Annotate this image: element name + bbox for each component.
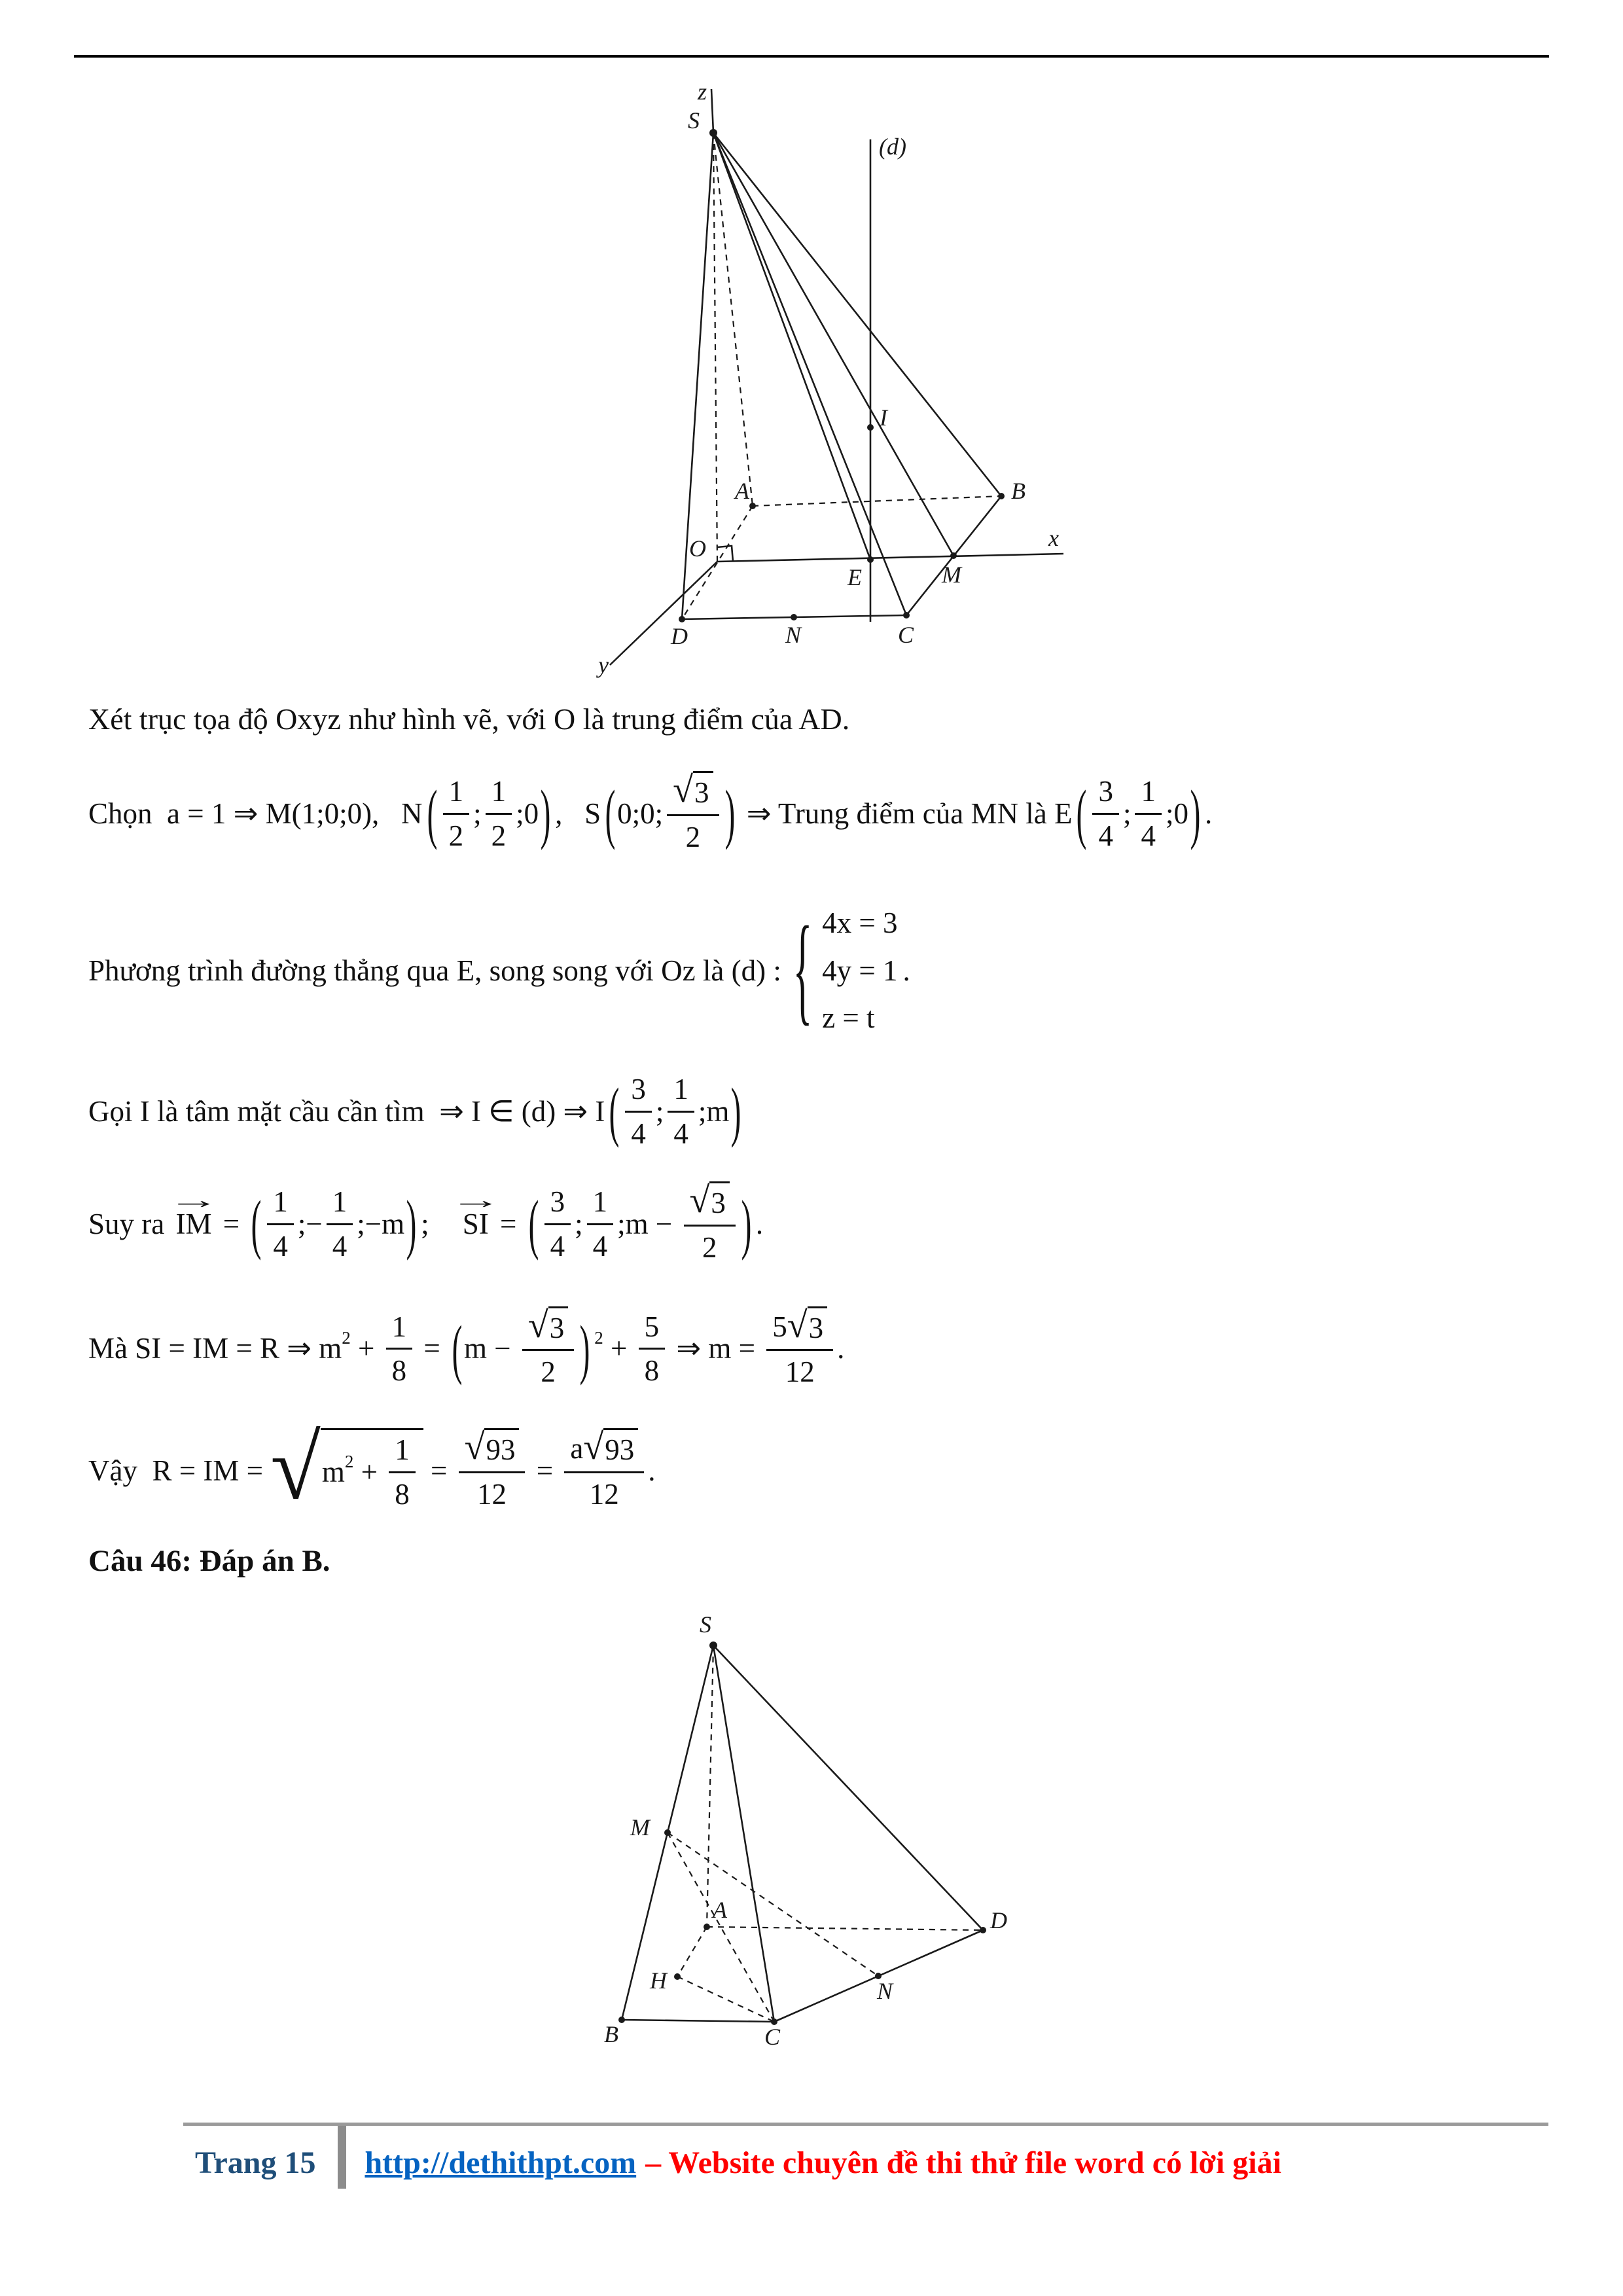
fig1-label-z: z [697,79,707,105]
fig2-label-A: A [713,1897,727,1923]
math-line-phuong-trinh: Phương trình đường thẳng qua E, song song với Oz là (d) : { 4x = 3 4y = 1 z = t . [88,903,910,1038]
figure-tetrahedron-cau46 [556,1605,1014,2056]
fig1-label-C: C [897,622,914,648]
footer-divider [338,2126,346,2189]
math-line-vay: Vậy R = IM = √ m 2 + $\frac{1}{8}$ = √ 93 12 = a √ 93 12 . [88,1418,656,1519]
fig2-label-H: H [650,1967,667,1994]
fig1-label-S: S [688,107,700,134]
fig2-point-dots [618,1641,986,2025]
fig2-label-M: M [630,1814,650,1840]
fig2-label-C: C [764,2024,781,2050]
math-line-suy-ra: Suy ra → IM = ( $\frac{1}{4}$ ;− $\frac{1}{4}$ ;−m ) ; → SI = ( $\frac{3}{4}$ ; $\frac{1}{4}$ ;m − √ 3 2 ) . [88,1179,764,1264]
fig1-label-A: A [735,478,749,504]
fig2-label-S: S [700,1611,711,1638]
fig2-label-N: N [876,1978,893,2004]
fig2-label-B: B [604,2021,618,2047]
math-line-chon: Chọn a = 1 ⇒ M(1;0;0), N ( $\frac{1}{2}$ ; $\frac{1}{2}$ ;0 ) , S ( 0;0; √ 3 2 ) ⇒ Trung điểm của MN là E ( $\frac{3}{4}$ ; $\frac{1}{4}$ ;0 ) . [88,769,1213,853]
top-rule [74,55,1549,58]
footer-site-link[interactable]: http://dethithpt.com [365,2145,637,2180]
fig1-label-D: D [671,623,688,649]
paragraph-intro: Xét trục tọa độ Oxyz như hình vẽ, với O là trung điểm của AD. [88,702,850,736]
heading-cau-46: Câu 46: Đáp án B. [88,1544,330,1578]
fig1-labels [596,79,1059,678]
fig2-solid-lines [622,1645,983,2022]
fig1-label-d: (d) [879,134,906,160]
figure-pyramid-oxyz [576,77,1073,679]
fig1-label-O: O [689,535,706,562]
footer-page-number: Trang 15 [195,2145,316,2180]
fig2-labels [604,1611,1007,2050]
fig1-label-y: y [598,652,609,678]
fig1-point-dots [679,129,1005,622]
math-line-ma: Mà SI = IM = R ⇒ m 2 + $\frac{1}{8}$ = ( m − √ 3 2 ) 2 + $\frac{5}{8}$ ⇒ m = 5 √ 3 12 . [88,1304,845,1388]
fig1-label-I: I [880,404,887,431]
fig1-solid-lines [610,89,1063,665]
fig1-label-M: M [942,562,961,588]
fig1-label-x: x [1048,525,1059,551]
footer [183,2123,1548,2189]
fig2-dashed-lines [668,1645,983,2022]
fig1-right-angle-marker [717,546,733,562]
fig1-label-N: N [785,622,802,648]
math-line-goi-i: Gọi I là tâm mặt cầu cần tìm ⇒ I ∈ (d) ⇒ I ( $\frac{3}{4}$ ; $\frac{1}{4}$ ;m ) [88,1059,745,1164]
fig1-label-E: E [847,564,862,590]
fig2-label-D: D [990,1907,1007,1933]
footer-slogan: – Website chuyên đề thi thử file word có lời giải [645,2145,1281,2180]
fig1-label-B: B [1011,478,1026,504]
